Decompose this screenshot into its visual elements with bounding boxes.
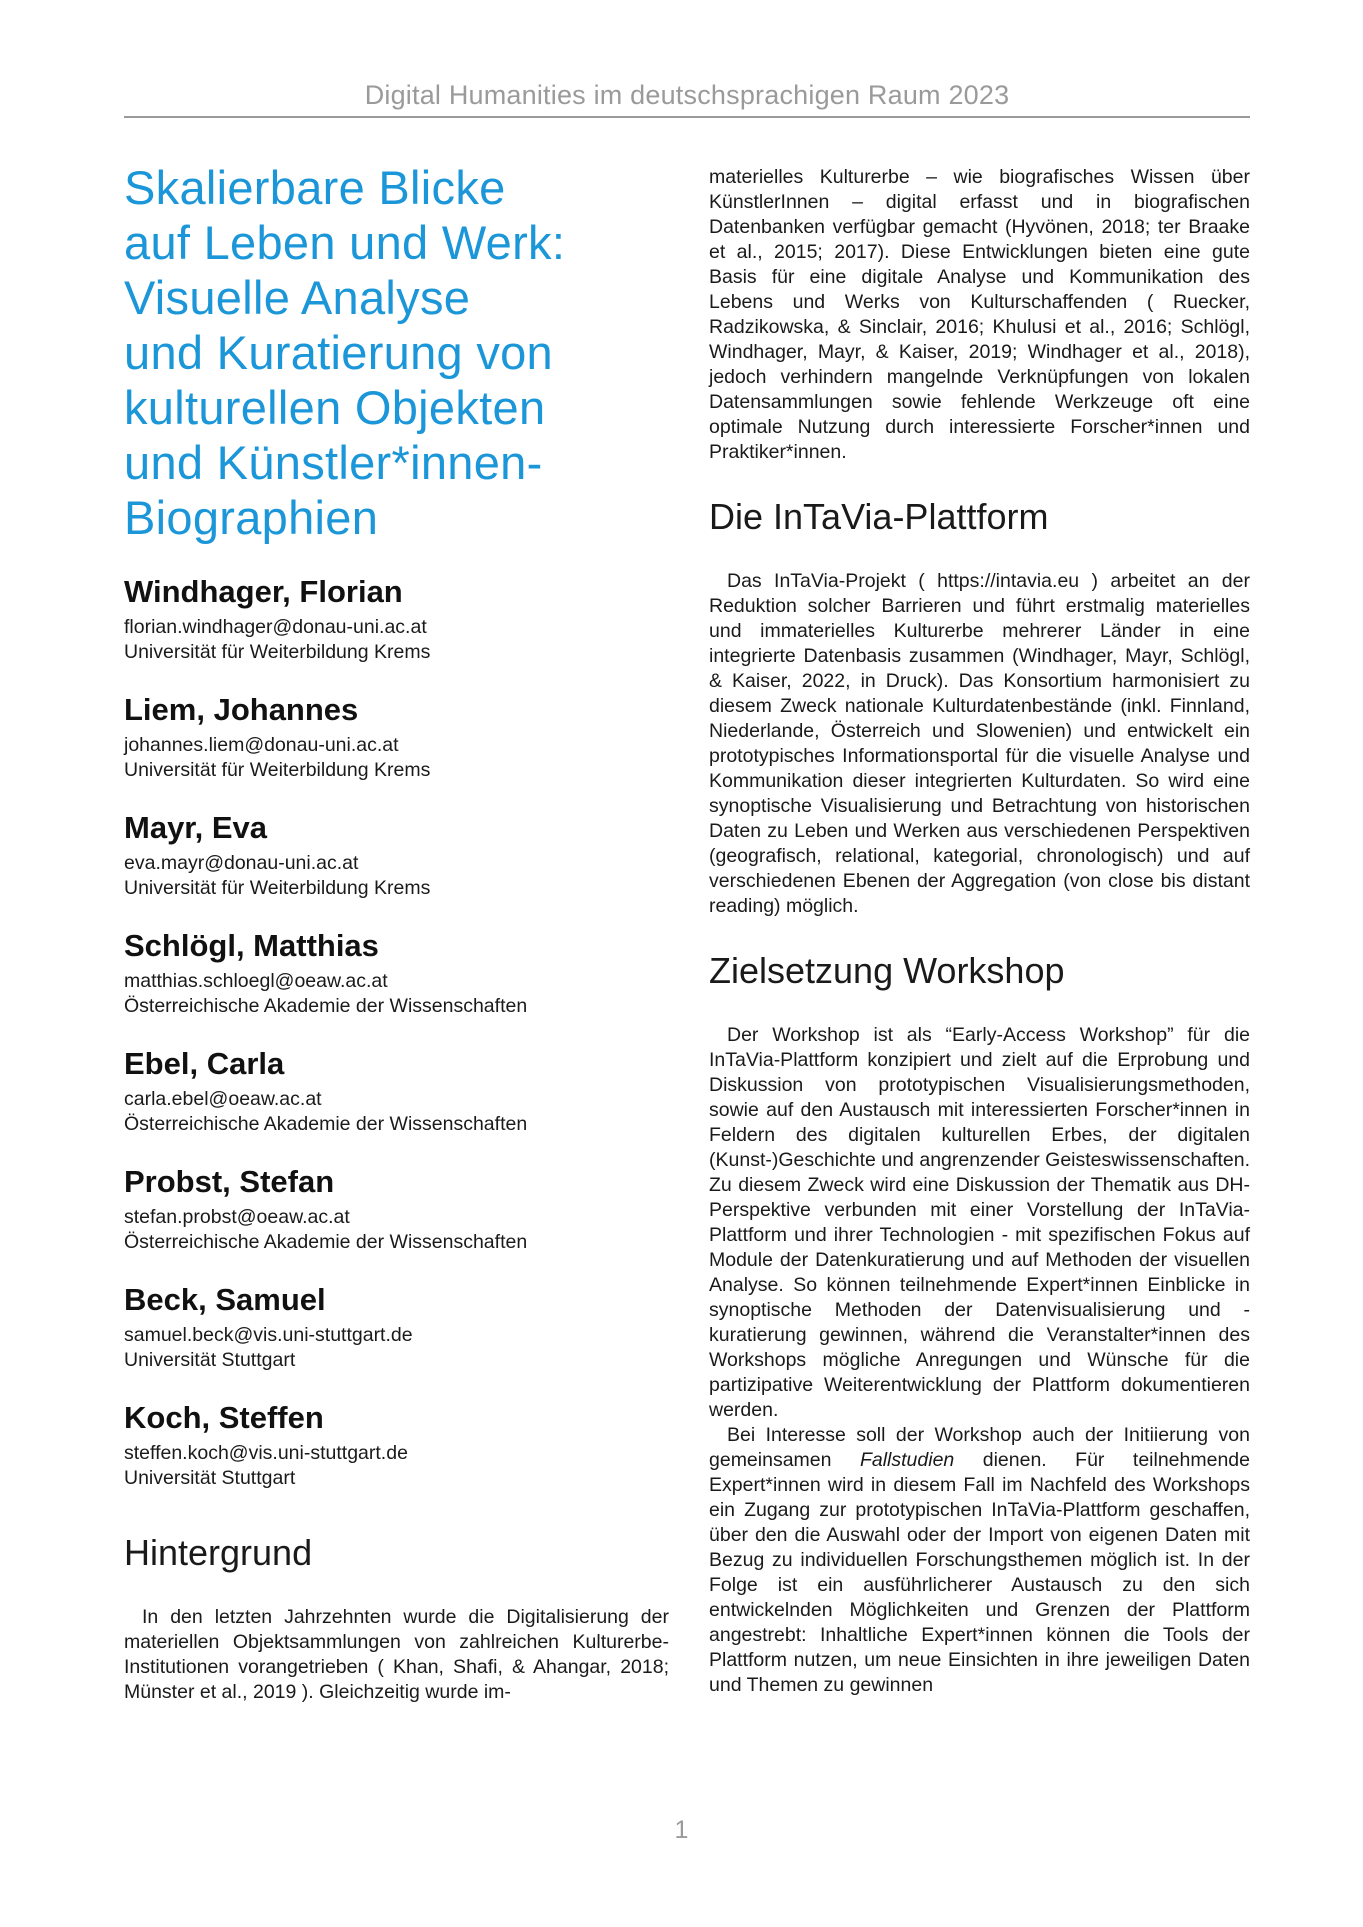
- header-rule: [124, 116, 1250, 118]
- section-heading-hintergrund: Hintergrund: [124, 1532, 313, 1573]
- author-name: Beck, Samuel: [124, 1282, 326, 1317]
- author-email[interactable]: florian.windhager@donau-uni.ac.at: [124, 616, 427, 638]
- author-list: [124, 575, 669, 1491]
- author-affiliation: Österreichische Akademie der Wissenschaften: [124, 1113, 528, 1135]
- author-block: [124, 929, 669, 1019]
- author-name: Windhager, Florian: [124, 574, 403, 609]
- author-block: [124, 693, 669, 783]
- author-name: Probst, Stefan: [124, 1164, 335, 1199]
- workshop-paragraph-2-end: dienen. Für teilnehmende Expert*innen wird in diesem Fall im Nachfeld des Workshops ein Zugang zur prototypischen InTaVia-Plattform geschaffen, über den die Auswahl oder der Import von eigenen Daten mit Bezug zu individuellen Forschungsthemen möglich ist. In der Folge ist ein ausführlicherer Austausch zu den sich entwickelnden Möglichkeiten und Grenzen der Plattform angestrebt: Inhaltliche Expert*innen können die Tools der Plattform nutzen, um neue Einsichten in ihre jeweiligen Daten und Themen zu gewinnen: [709, 1449, 1250, 1696]
- section-heading-workshop: Zielsetzung Workshop: [709, 950, 1065, 991]
- title-line: Biographien: [124, 491, 379, 544]
- hintergrund-paragraph-continued: materielles Kulturerbe – wie biografisches Wissen über KünstlerInnen – digital erfasst und in biografischen Datenbanken verfügbar gemacht (Hyvönen, 2018; ter Braake et al., 2015; 2017). Diese Entwicklungen bieten eine gute Basis für eine digitale Analyse und Kommunikation des Lebens und Werks von Kulturschaffenden ( Ruecker, Radzikowska, & Sinclair, 2016; Khulusi et al., 2016; Schlögl, Windhager, Mayr, & Kaiser, 2019; Windhager et al., 2018), jedoch verhindern mangelnde Verknüpfungen von lokalen Datensammlungen sowie fehlende Werkzeuge oft eine optimale Nutzung durch interessierte Forscher*innen und Praktiker*innen.: [709, 166, 1250, 463]
- author-block: [124, 811, 669, 901]
- author-email[interactable]: carla.ebel@oeaw.ac.at: [124, 1088, 322, 1110]
- author-email[interactable]: matthias.schloegl@oeaw.ac.at: [124, 970, 388, 992]
- author-affiliation: Universität für Weiterbildung Krems: [124, 759, 431, 781]
- title-line: auf Leben und Werk:: [124, 216, 566, 269]
- author-affiliation: Universität für Weiterbildung Krems: [124, 641, 431, 663]
- author-email[interactable]: stefan.probst@oeaw.ac.at: [124, 1206, 350, 1228]
- author-email[interactable]: steffen.koch@vis.uni-stuttgart.de: [124, 1442, 408, 1464]
- title-line: Visuelle Analyse: [124, 271, 471, 324]
- author-name: Mayr, Eva: [124, 810, 268, 845]
- title-line: Skalierbare Blicke: [124, 161, 506, 214]
- author-affiliation: Österreichische Akademie der Wissenschaften: [124, 1231, 528, 1253]
- author-name: Koch, Steffen: [124, 1400, 324, 1435]
- fallstudien-emphasis: Fallstudien: [859, 1449, 955, 1471]
- author-affiliation: Österreichische Akademie der Wissenschaften: [124, 995, 528, 1017]
- author-email[interactable]: eva.mayr@donau-uni.ac.at: [124, 852, 359, 874]
- hintergrund-paragraph: In den letzten Jahrzehnten wurde die Digitalisierung der materiellen Objektsammlungen von zahlreichen Kulturerbe-Institutionen vorangetrieben ( Khan, Shafi, & Ahangar, 2018; Münster et al., 2019 ). Gleichzeitig wurde im-: [124, 1606, 669, 1703]
- author-block: [124, 1047, 669, 1137]
- title-line: und Künstler*innen-: [124, 436, 543, 489]
- author-block: [124, 1165, 669, 1255]
- workshop-paragraph-1: Der Workshop ist als “Early-Access Workshop” für die InTaVia-Plattform konzipiert und zielt auf die Erprobung und Diskussion von prototypischen Visualisierungsmethoden, sowie auf den Austausch mit interessierten Forscher*innen in Feldern des digitalen kulturellen Erbes, der digitalen (Kunst-)Geschichte und angrenzender Geisteswissenschaften. Zu diesem Zweck wird eine Diskussion der Thematik aus DH-Perspektive verbunden mit einer Vorstellung der InTaVia-Plattform und ihrer Technologien - mit spezifischen Fokus auf Module der Datenkuratierung und auf Methoden der visuellen Analyse. So können teilnehmende Expert*innen Einblicke in synoptische Methoden der Datenvisualisierung und -kuratierung gewinnen, während die Veranstalter*innen des Workshops mögliche Anregungen und Wünsche für die partizipative Weiterentwicklung der Plattform dokumentieren werden.: [709, 1024, 1250, 1421]
- section-heading-plattform: Die InTaVia-Plattform: [709, 496, 1049, 537]
- author-name: Liem, Johannes: [124, 692, 359, 727]
- author-name: Ebel, Carla: [124, 1046, 285, 1081]
- left-column: [124, 160, 669, 1705]
- author-block: [124, 1401, 669, 1491]
- running-head: Digital Humanities im deutschsprachigen Raum 2023: [364, 80, 1010, 110]
- author-block: [124, 575, 669, 665]
- right-column: [709, 165, 1250, 1698]
- title-line: kulturellen Objekten: [124, 381, 546, 434]
- author-block: [124, 1283, 669, 1373]
- author-email[interactable]: johannes.liem@donau-uni.ac.at: [124, 734, 399, 756]
- workshop-paragraph-2-start: Bei Interesse soll der Workshop auch der Initiierung von gemeinsamen: [709, 1424, 1250, 1471]
- author-affiliation: Universität für Weiterbildung Krems: [124, 877, 431, 899]
- workshop-paragraph-2: [709, 1423, 1250, 1698]
- author-affiliation: Universität Stuttgart: [124, 1467, 296, 1489]
- plattform-paragraph: Das InTaVia-Projekt ( https://intavia.eu ) arbeitet an der Reduktion solcher Barrieren und führt erstmalig materielles und immaterielles Kulturerbe mehrerer Länder in eine integrierte Datenbasis zusammen (Windhager, Mayr, Schlögl, & Kaiser, 2022, in Druck). Das Konsortium harmonisiert zu diesem Zweck nationale Kulturdatenbestände (inkl. Finnland, Niederlande, Österreich und Slowenien) und entwickelt ein prototypisches Informationsportal für die visuelle Analyse und Kommunikation dieser integrierten Kulturdaten. So wird eine synoptische Visualisierung und Betrachtung von historischen Daten zu Leben und Werken aus verschiedenen Perspektiven (geografisch, relational, kategorial, chronologisch) und auf verschiedenen Ebenen der Aggregation (von close bis distant reading) möglich.: [709, 570, 1250, 917]
- page-number: 1: [674, 1816, 689, 1844]
- title-line: und Kuratierung von: [124, 326, 553, 379]
- author-affiliation: Universität Stuttgart: [124, 1349, 296, 1371]
- author-name: Schlögl, Matthias: [124, 928, 379, 963]
- paper-title: [124, 160, 669, 545]
- author-email[interactable]: samuel.beck@vis.uni-stuttgart.de: [124, 1324, 413, 1346]
